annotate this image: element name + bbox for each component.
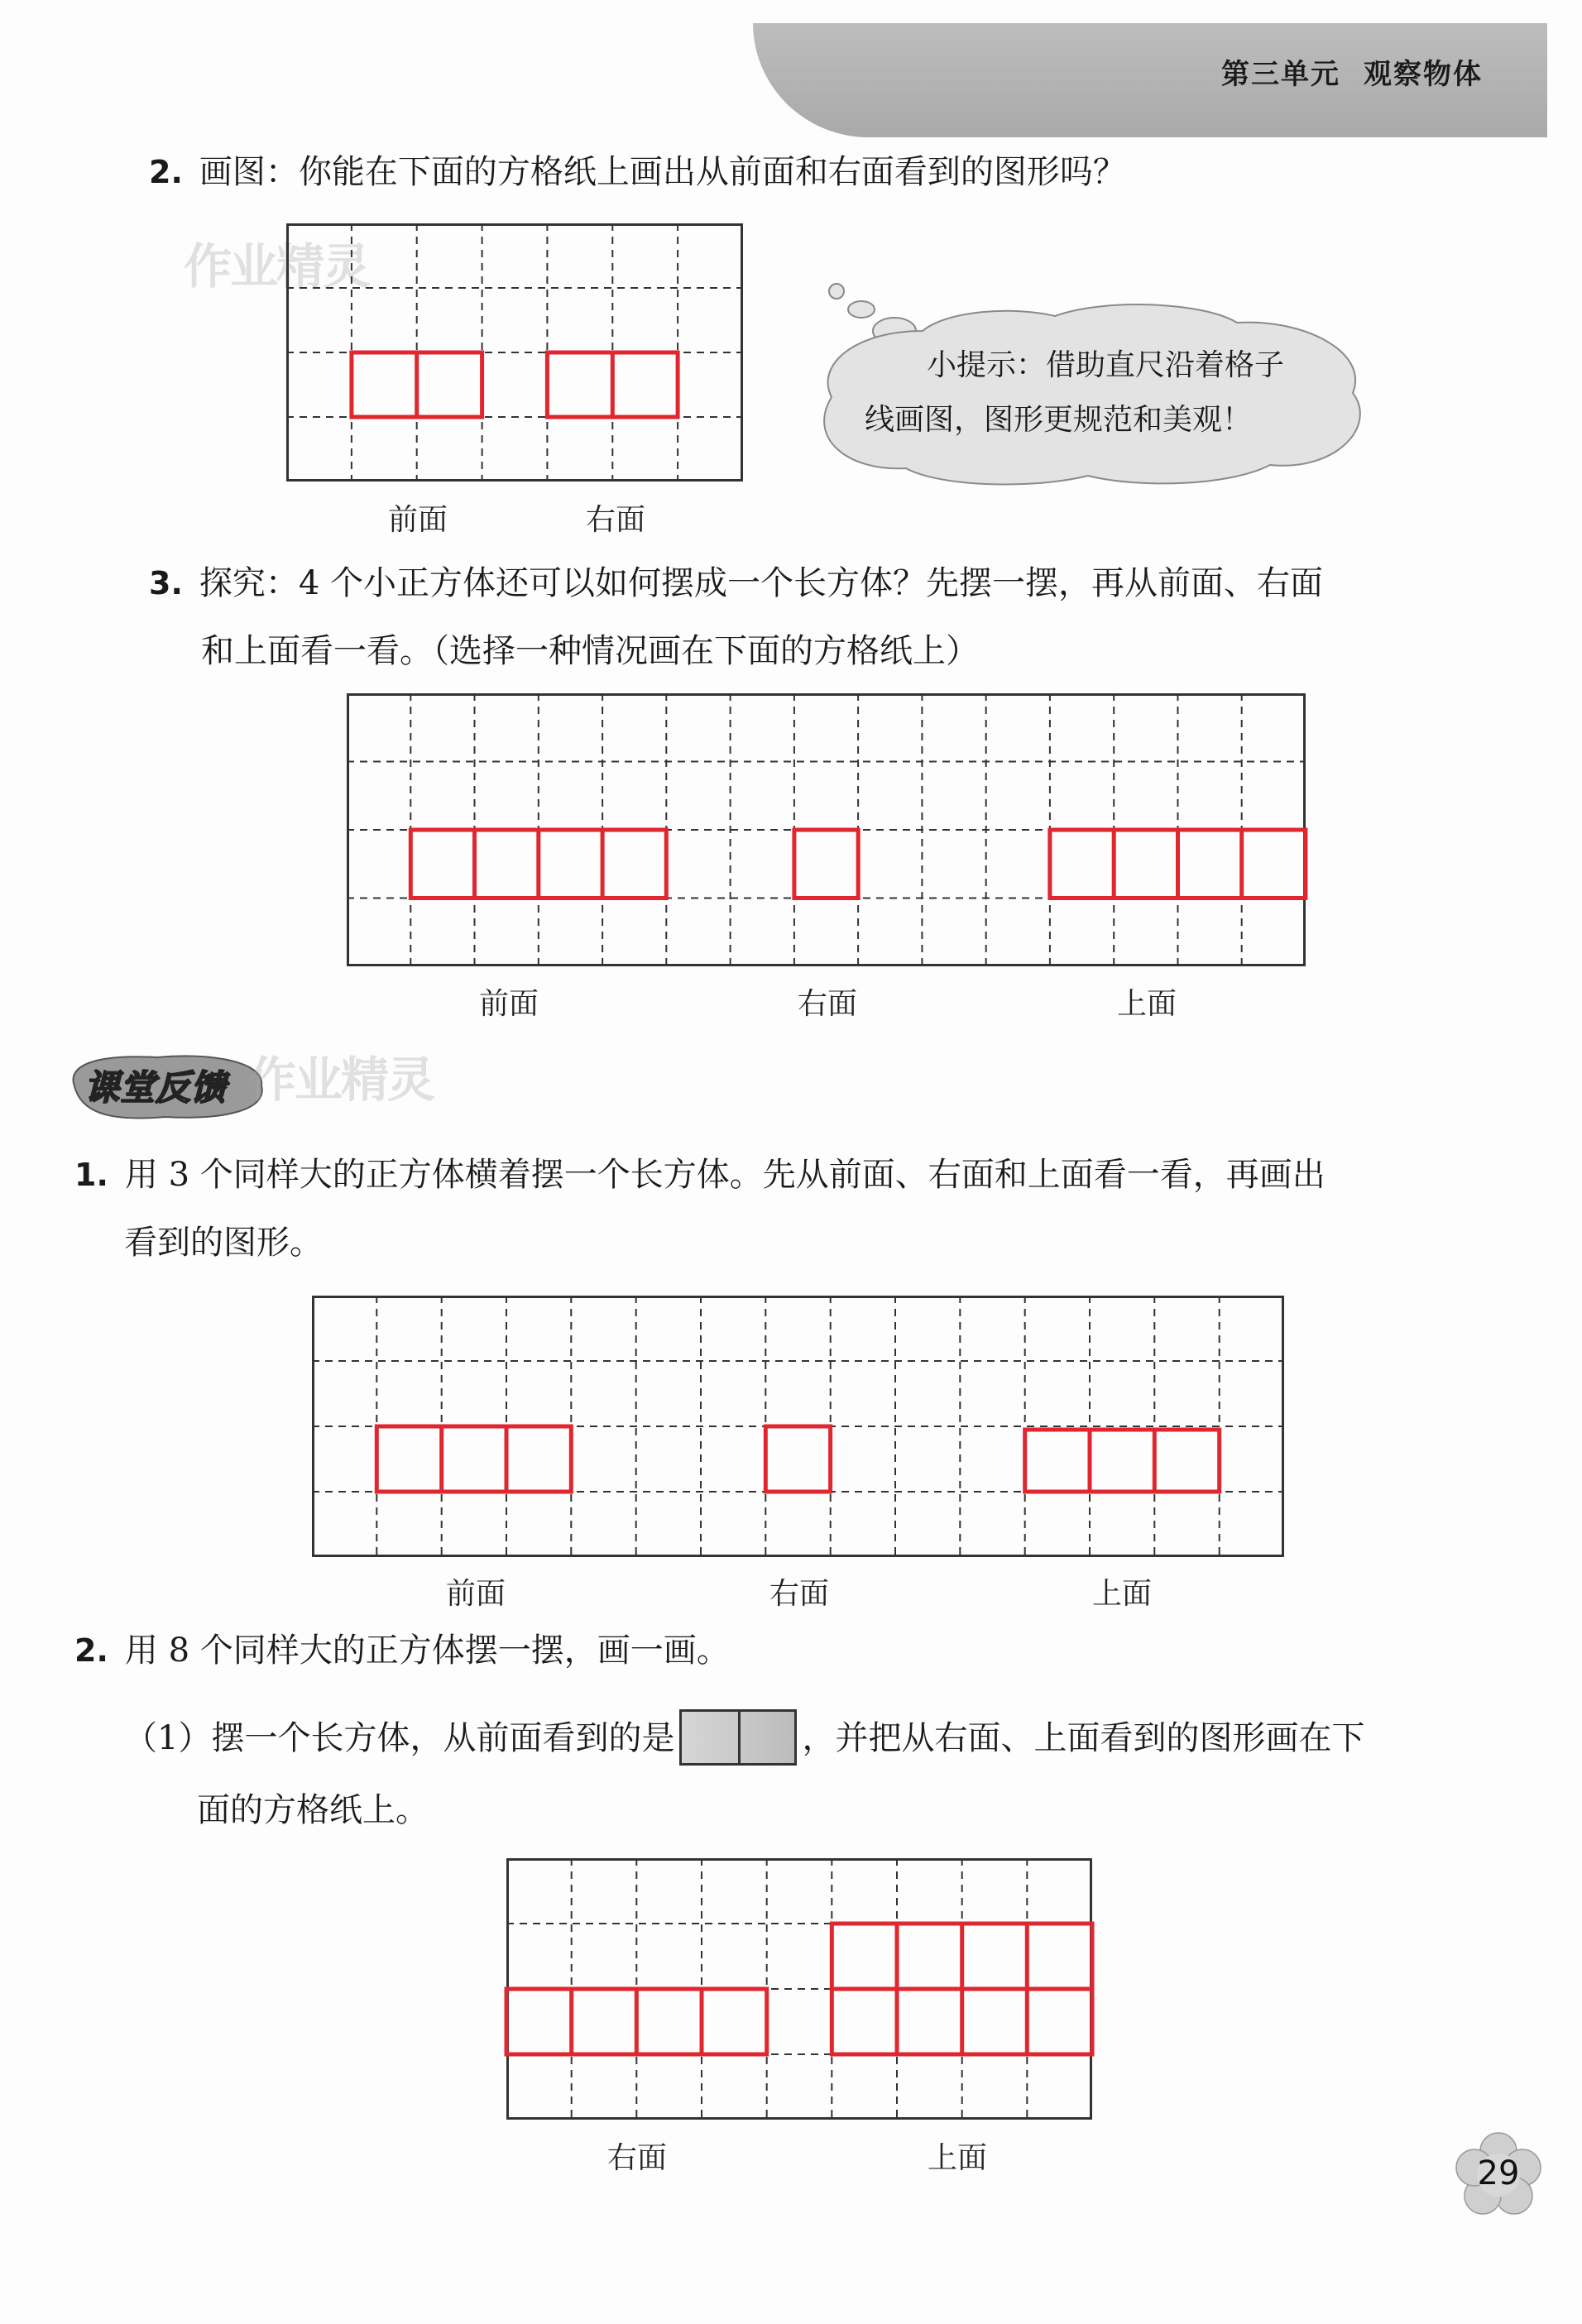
feedback-question-2: [74, 1632, 730, 1670]
question-number: 1.: [74, 1157, 108, 1193]
question-number: 3.: [149, 565, 183, 601]
header-title: [1198, 51, 1483, 92]
grid-feedback-1: [312, 1296, 1284, 1557]
label-right: 右面: [769, 1577, 829, 1611]
watermark: 作业精灵: [184, 238, 370, 295]
grid-q2: [286, 223, 743, 482]
sub-question-1-line-2: 面的方格纸上。: [197, 1791, 429, 1829]
front-view-figure: [679, 1709, 797, 1766]
header-unit: 第三单元: [1221, 58, 1340, 91]
label-right: 右面: [585, 503, 645, 537]
label-front: 前面: [478, 987, 539, 1021]
watermark: 作业精灵: [248, 1052, 434, 1108]
question-text: 用 8 个同样大的正方体摆一摆，画一画。: [124, 1632, 730, 1670]
page-number-text: 29: [1477, 2154, 1520, 2192]
question-text: 画图：你能在下面的方格纸上画出从前面和右面看到的图形吗？: [199, 153, 1126, 191]
feedback-question-1: [74, 1156, 1326, 1194]
question-2: [149, 153, 1126, 191]
page-number: [1453, 2130, 1544, 2221]
sub-question-pre: （1）摆一个长方体，从前面看到的是: [124, 1719, 675, 1757]
question-line-1: 用 3 个同样大的正方体横着摆一个长方体。先从前面、右面和上面看一看，再画出: [124, 1156, 1326, 1194]
question-line-1: 探究：4 个小正方体还可以如何摆成一个长方体？先摆一摆，再从前面、右面: [199, 564, 1324, 602]
sub-question-post: ，并把从右面、上面看到的图形画在下: [802, 1719, 1365, 1757]
feedback-question-1-line-2: 看到的图形。: [124, 1224, 323, 1262]
question-number: 2.: [74, 1632, 108, 1669]
label-top: 上面: [1116, 987, 1177, 1021]
question-3: [149, 564, 1324, 602]
section-badge: [70, 1049, 260, 1120]
grid-feedback-2: [506, 1858, 1092, 2120]
label-front: 前面: [445, 1577, 506, 1611]
label-top: 上面: [1091, 1577, 1152, 1611]
question-number: 2.: [149, 154, 183, 190]
label-right: 右面: [797, 987, 857, 1021]
sub-question-1: [124, 1713, 1364, 1769]
section-title: 课堂反馈: [84, 1067, 228, 1108]
grid-q3: [347, 693, 1306, 966]
label-front: 前面: [387, 503, 448, 537]
header-topic: 观察物体: [1364, 58, 1483, 91]
hint-line-2: 线画图，图形更规范和美观！: [865, 403, 1253, 437]
hint-line-1: 小提示：借助直尺沿着格子: [927, 348, 1285, 382]
question-3-line-2: 和上面看一看。（选择一种情况画在下面的方格纸上）: [201, 632, 979, 670]
label-top: 上面: [927, 2141, 987, 2175]
label-right: 右面: [606, 2141, 667, 2175]
